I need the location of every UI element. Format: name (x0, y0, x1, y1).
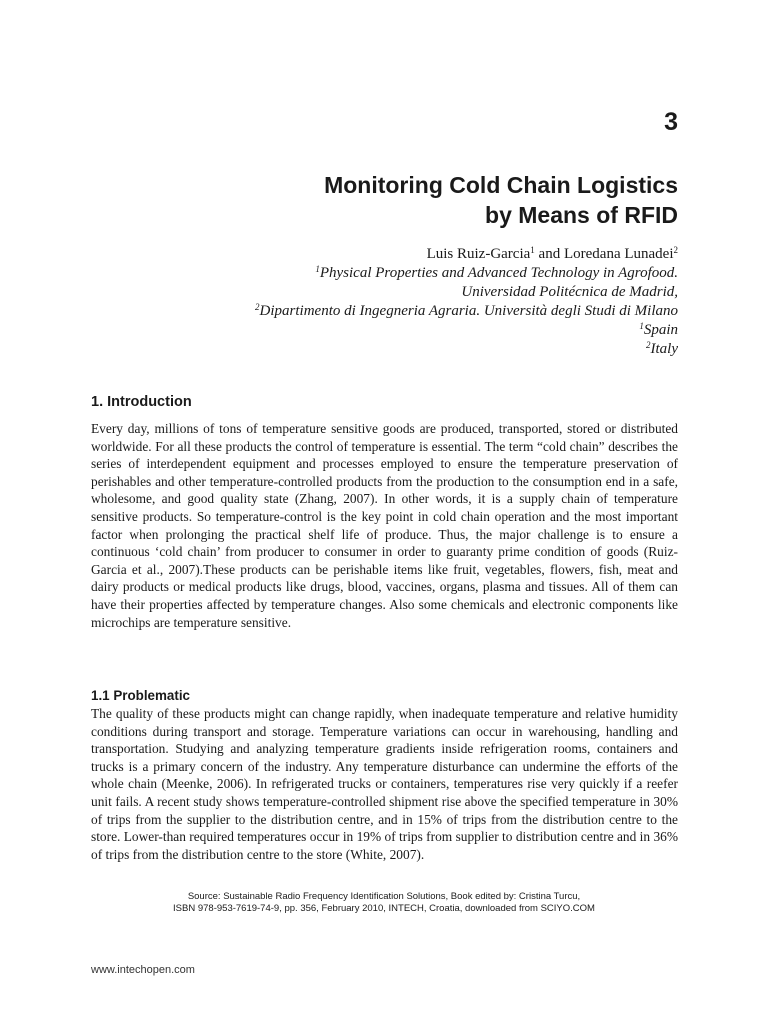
introduction-paragraph: Every day, millions of tons of temperature sensitive goods are produced, transported, stored or distributed worldwide. For all these products the control of temperature is essential. The term “cold chain” describes the series of interdependent equipment and processes employed to ensure the temperature preservation of perishables and other temperature-controlled products from the production to the consumption end in a safe, wholesome, and good quality state (Zhang, 2007). In other words, it is a supply chain of temperature sensitive products. So temperature-control is the key point in cold chain operation and the most important factor when prolonging the practical shelf life of produce. Thus, the major challenge is to ensure a continuous ‘cold chain’ from producer to consumer in order to guaranty prime condition of goods (Ruiz-Garcia et al., 2007).These products can be perishable items like fruit, vegetables, flowers, fish, meat and dairy products or medical products like drugs, blood, vaccines, organs, plasma and tissues. All of them can have their properties affected by temperature changes. Also some chemicals and electronic components like microchips are temperature sensitive. (91, 421, 678, 630)
author-1-marker: 1 (530, 245, 535, 255)
affiliation-line (118, 264, 678, 283)
author-block (118, 245, 678, 359)
affiliation-marker: 1 (315, 264, 320, 274)
affiliation-marker: 2 (255, 302, 260, 312)
chapter-title-line-1: Monitoring Cold Chain Logistics (324, 172, 678, 198)
chapter-title-line-2: by Means of RFID (485, 202, 678, 228)
affiliation-text: Dipartimento di Ingegneria Agraria. Università degli Studi di Milano (259, 303, 678, 319)
affiliation-marker: 1 (639, 321, 644, 331)
author-1: Luis Ruiz-Garcia (426, 246, 531, 262)
section-heading-introduction: 1. Introduction (91, 394, 192, 410)
author-names (118, 245, 678, 264)
source-note-line-1: Source: Sustainable Radio Frequency Identification Solutions, Book edited by: Cristina Turcu, (187, 891, 581, 902)
author-2: Loredana Lunadei (563, 246, 674, 262)
affiliation-line (118, 321, 678, 340)
affiliation-text: Italy (650, 341, 678, 357)
footer-url-link[interactable]: www.intechopen.com (91, 964, 195, 976)
affiliation-line (118, 340, 678, 359)
author-2-marker: 2 (673, 245, 678, 255)
chapter-number: 3 (664, 108, 678, 136)
affiliation-line (118, 302, 678, 321)
chapter-title (158, 170, 678, 230)
section-heading-problematic: 1.1 Problematic (91, 688, 190, 703)
affiliation-text: Physical Properties and Advanced Technology in Agrofood. (319, 265, 678, 281)
author-conjunction: and (534, 246, 564, 262)
problematic-paragraph: The quality of these products might can change rapidly, when inadequate temperature and relative humidity conditions during transport and storage. Temperature variations can occur in warehousing, handling and transportation. Studying and analyzing temperature gradients inside refrigeration rooms, containers and trucks is a primary concern of the industry. Any temperature disturbance can undermine the efforts of the whole chain (Meenke, 2006). In refrigerated trucks or containers, temperatures rise very quickly if a reefer unit fails. A recent study shows temperature-controlled shipment rise above the specified temperature in 30% of trips from the supplier to the distribution centre, and in 15% of trips from the distribution centre to the store. Lower-than required temperatures occur in 19% of trips from supplier to distribution centre and in 36% of trips from the distribution centre to the store (White, 2007). (91, 706, 678, 862)
source-note (150, 891, 618, 915)
affiliation-line (118, 283, 678, 302)
affiliation-marker: 2 (646, 340, 651, 350)
affiliation-text: Universidad Politécnica de Madrid, (461, 284, 678, 300)
source-note-line-2: ISBN 978-953-7619-74-9, pp. 356, February 2010, INTECH, Croatia, downloaded from SCIYO.COM (173, 903, 595, 914)
affiliation-text: Spain (643, 322, 678, 338)
